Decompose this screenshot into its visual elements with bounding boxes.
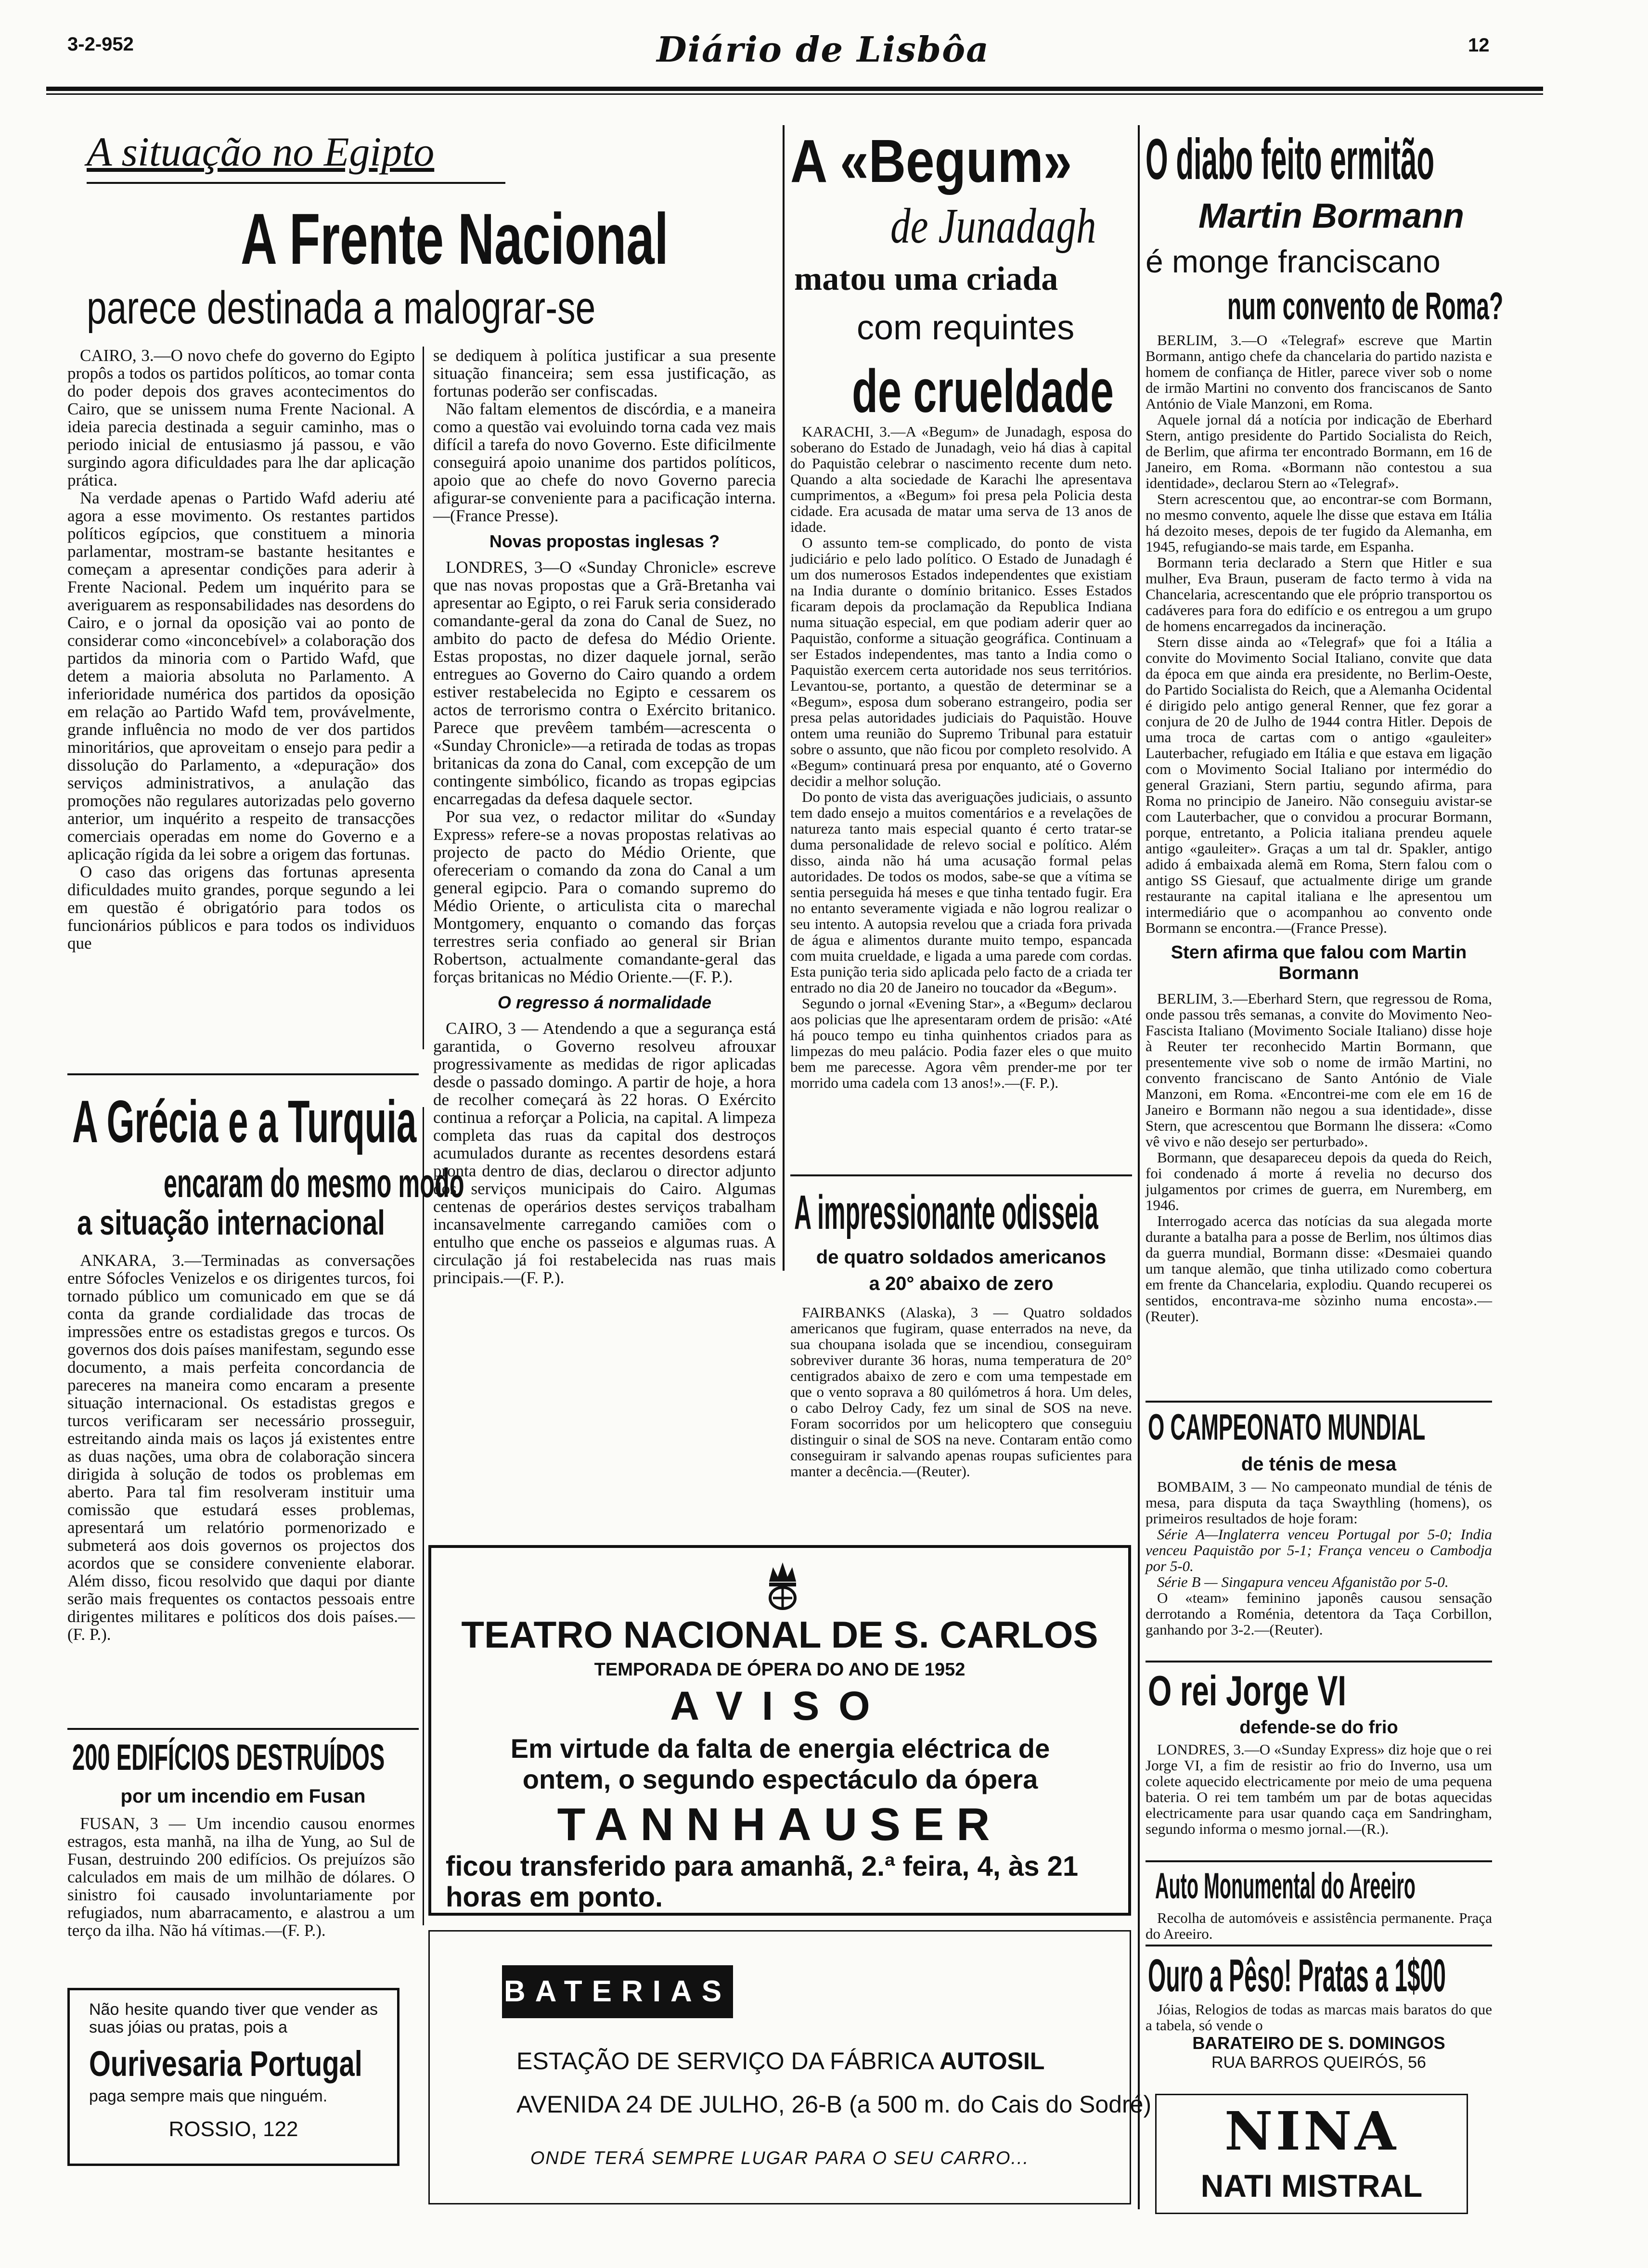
fusan-subhead: por um incendio em Fusan [120,1786,366,1807]
paragraph: KARACHI, 3.—A «Begum» de Junadagh, esposa do soberano do Estado de Junadagh, veio há dias à capital do Paquistão celebrar o nascimento recente dum neto. Quando a alta sociedade de Karachi lhe apresentava cumprimentos, a «Begum» foi presa pela Policia desta cidade. Era acusada de matar uma serva de 13 anos de idade. [790,423,1132,535]
auto-headline: Auto Monumental do Areeiro [1155,1866,1416,1907]
paragraph: CAIRO, 3 — Atendendo a que a segurança está garantida, o Governo resolveu afrouxar progressivamente as medidas de rigor aplicadas desde o passado domingo. A partir de hoje, a hora de recolher começará às 22 horas. O Exército continua a reforçar a Policia, na capital. A limpeza completa das ruas da capital dos destroços acumulados durante as recentes desordens estará pronta dentro de dias, declarou o director adjunto dos serviços municipais do Cairo. Algumas centenas de operários destes serviços trabalham incansavelmente carregando camiões com o entulho que enche os passeios e algumas ruas. A circulação já foi restabelecida nas ruas mais principais.—(F. P.). [433,1019,776,1287]
odisseia-body [790,1304,1132,1479]
jorge-body [1146,1741,1492,1837]
ouro-address: RUA BARROS QUEIRÓS, 56 [1211,2053,1426,2072]
page-number: 12 [1468,35,1490,56]
section-rule [1146,1661,1492,1662]
paragraph: FUSAN, 3 — Um incendio causou enormes estragos, esta manhã, na ilha de Yung, ao Sul de Fusan, destruindo 200 edifícios. Os prejuízos são calculados em mais de um milhão de dólares. O sinistro foi causado involuntariamente por refugiados, num abarracamento, e alastrou a um terço da ilha. Não há vítimas.—(F. P.). [67,1814,415,1940]
paragraph: Na verdade apenas o Partido Wafd aderiu até agora a esse movimento. Os restantes partidos políticos egípcios, que constituem a minoria parlamentar, mostram-se bastante hesitantes e começam a apresentar condições para aderir à Frente Nacional. Pedem um inquérito para se averiguarem as responsabilidades nas desordens do Cairo, e o jornal da oposição vai ao ponto de considerar como «inconcebível» a colaboração dos partidos da minoria com o Partido Wafd, que detem a maioria absoluta no Parlamento. A inferioridade numérica dos partidos da oposição em relação ao Partido Wafd tem, provávelmente, grande influência no modo de ver dos partidos minoritários, que aproveitam o ensejo para pedir a dissolução do Parlamento, a «depuração» dos serviços administrativos, a anulação das promoções não regulares autorizadas pelo governo anterior, um inquérito a respeito de transacções comerciais operadas em nome do Governo e a aplicação rígida da lei sobre a origem das fortunas. [67,489,415,863]
paragraph: Jóias, Relogios de todas as marcas mais baratos do que a tabela, só vende o [1146,2001,1492,2034]
paragraph: Bormann, que desapareceu depois da queda do Reich, foi condenado á morte á revelia no decurso dos julgamentos por crimes de guerra, em Nuremberg, em 1946. [1146,1149,1492,1213]
bormann-sub: Stern afirma que falou com Martin Bormann [1171,942,1467,983]
paragraph: Interrogado acerca das notícias da sua alegada morte durante a batalha para a posse de Berlim, nos últimos dias da guerra mundial, Bormann disse: «Desmaiei quando um tanque alemão, que tinha utilizado como cobertura em frente da Chancelaria, explodiu. Quando recuperei os sentidos, encontrava-me sòzinho numa encosta».—(Reuter). [1146,1212,1492,1325]
nina-logo: NINA [1224,2100,1399,2162]
jorge-headline: O rei Jorge VI [1148,1667,1346,1714]
section-rule [1146,1860,1492,1862]
ouro-name: BARATEIRO DE S. DOMINGOS [1192,2033,1445,2053]
paragraph: Bormann teria declarado a Stern que Hitler e sua mulher, Eva Braun, puseram de facto termo à vida na Chancelaria, acrescentando que ele próprio transportou os cadáveres para fora do edifício e os entregou a um grupo de homens encarregados da incineração. [1146,554,1492,634]
section-rule [1146,1401,1492,1403]
bormann-subhead-2: é monge franciscano [1146,244,1441,279]
begum-subhead-3: com requintes [857,309,1075,347]
autosil-brand: AUTOSIL [939,2048,1045,2075]
section-rule [1146,1945,1492,1946]
ad-autosil [428,1930,1152,2204]
teatro-title: TEATRO NACIONAL DE S. CARLOS [461,1613,1098,1656]
auto-body [1146,1910,1492,1942]
greece-body [67,1251,415,1643]
ouro-body [1146,2001,1492,2072]
teatro-text: Em virtude da falta de energia eléctrica de ontem, o segundo espectáculo da ópera [510,1733,1050,1794]
autosil-slogan: ONDE TERÁ SEMPRE LUGAR PARA O SEU CARRO... [530,2148,1030,2168]
section-rule [67,1728,419,1730]
teatro-opera: TANNHAUSER [557,1799,1003,1850]
begum-subhead: de Junadagh [890,198,1096,254]
paragraph: Stern acrescentou que, ao encontrar-se com Bormann, no mesmo convento, aquele lhe disse que estava em Itália há dezoito meses, depois de ter fugido da Alemanha, em 1945, refugiando-se mais tarde, em Espanha. [1146,490,1492,555]
section-rule [790,1174,1132,1176]
egypt-headline: A Frente Nacional [241,198,669,279]
paragraph: CAIRO, 3.—O novo chefe do governo do Egipto propôs a todos os partidos políticos, ao tomar conta do poder depois dos graves acontecimentos do Cairo, que se unissem numa Frente Nacional. A ideia parecia destinada a seguir caminho, mas o periodo inicial de entusiasmo já passou, e vão surgindo agora dificuldades para lhe dar aplicação prática. [67,346,415,490]
bormann-subhead: Martin Bormann [1198,197,1465,235]
odisseia-subhead-2: a 20° abaixo de zero [869,1273,1054,1294]
odisseia-subhead: de quatro soldados americanos [816,1247,1107,1268]
ad-text: paga sempre mais que ninguém. [89,2087,328,2105]
column-rule [423,347,424,1049]
section-rule [67,1073,419,1075]
campeonato-headline: O CAMPEONATO MUNDIAL [1148,1407,1426,1448]
fusan-headline: 200 EDIFÍCIOS DESTRUÍDOS [72,1737,385,1778]
egypt-subhead: parece destinada a malograr-se [87,282,596,334]
teatro-aviso: AVISO [670,1683,889,1728]
campeonato-subhead: de ténis de mesa [1241,1454,1397,1475]
begum-subhead-4: de crueldade [852,357,1114,425]
crown-emblem-icon [763,1558,802,1611]
paragraph: O caso das origens das fortunas apresenta dificuldades muito grandes, porque segundo a lei em questão é obrigatório para todos os funcionários públicos e para todos os individuos que [67,863,415,953]
autosil-station [516,2047,1044,2075]
paragraph: BOMBAIM, 3 — No campeonato mundial de ténis de mesa, para disputa da taça Swaythling (homens), os primeiros resultados de hoje foram: [1146,1478,1492,1527]
masthead-rule [46,87,1543,91]
teatro-text-2: ficou transferido para amanhã, 2.ª feira, 4, às 21 horas em ponto. [446,1851,1079,1913]
greece-headline: A Grécia e a Turquia [72,1089,417,1155]
greece-subhead: encaram do mesmo modo [164,1160,464,1206]
masthead-rule-thin [46,93,1543,95]
masthead-title: Diário de Lisbôa [657,29,990,70]
paragraph: Aquele jornal dá a notícia por indicação de Eberhard Stern, antigo presidente do Partido Socialista do Reich, de Berlim, que afirma ter encontrado Bormann, em 16 de Janeiro, em Roma. «Bormann não contestou a sua identidade», declarou Stern ao «Telegraf». [1146,411,1492,491]
paragraph: Recolha de automóveis e assistência permanente. Praça do Areeiro. [1146,1909,1492,1942]
egypt-sub-normalidade: O regresso á normalidade [497,992,712,1012]
paragraph: BERLIM, 3.—Eberhard Stern, que regressou de Roma, onde passou três semanas, a convite do Movimento Neo-Fascista Italiano (Movimento Sociale Italiano) disse hoje à Reuter ter reconhecido Martin Bormann, que presentemente vive sob o nome de irmão Martini, no convento franciscano de Santo António de Viale Manzoni, em Roma. «Encontrei-me com ele em 16 de Janeiro e Bormann não negou a sua identidade», disse Stern, que acrescentou que Bormann lhe dissera: «Como vê vivo e não desejo ser perturbado». [1146,990,1492,1150]
ad-ourivesaria-name: Ourivesaria Portugal [89,2044,362,2084]
column-rule [783,125,785,1271]
paragraph: Segundo o jornal «Evening Star», a «Begum» declarou aos policias que lhe apresentaram ordem de prisão: «Até há pouco tempo eu tinha quinhentos criados para as limpezas do meu palácio. Podia fazer eles o que muito bem me parecesse. Agora vêm prender-me por ter morrido uma cadela com 13 anos!».—(F. P.). [790,995,1132,1091]
jorge-subhead: defende-se do frio [1239,1717,1398,1738]
begum-subhead-2: matou uma criada [794,260,1058,297]
nina-name: NATI MISTRAL [1200,2168,1423,2204]
column-rule [1138,125,1140,2209]
paragraph: se dediquem à política justificar a sua presente situação financeira; sem essa justificação, as fortunas poderão ser confiscadas. [433,346,776,400]
paragraph: FAIRBANKS (Alaska), 3 — Quatro soldados americanos que fugiram, quase enterrados na neve, da sua choupana isolada que se incendiou, conseguiram sobreviver durante 36 horas, numa temperatura de 20° centigrados abaixo de zero e com uma tempestade em que o vento soprava a 80 quilómetros á hora. Um deles, o cabo Delroy Cady, fez um sinal de SOS na neve. Foram socorridos por um helicoptero que conseguiu distinguir o sinal de SOS na neve. Contaram então como conseguiram ir salvando apenas roupas suficientes para manter a decência.—(Reuter). [790,1304,1132,1480]
teatro-season: TEMPORADA DE ÓPERA DO ANO DE 1952 [594,1660,966,1680]
egypt-kicker: A situação no Egipto [87,129,435,175]
ad-ourivesaria [67,1988,399,2166]
paragraph: Série B — Singapura venceu Afganistão por 5-0. [1157,1573,1449,1590]
begum-headline: A «Begum» [790,127,1072,195]
paragraph: Stern disse ainda ao «Telegraf» que foi a Itália a convite do Movimento Social Italiano, convite que data da época em que ainda era presidente, no Berlim-Oeste, do Partido Socialista do Reich, que a Alemanha Ocidental é dirigido pelo antigo general Renner, que fez gorar a conjura de 20 de Julho de 1944 contra Hitler. Depois de uma troca de cartas com o antigo «gauleiter» Lauterbacher, refugiado em Itália e que estava em ligação com o Movimento Social Italiano por intermédio do general Graziani, Stern partiu, segundo afirma, para Roma no principio de Janeiro. Não conseguiu avistar-se com Lauterbacher, que o convidou a procurar Bormann, porque, entretanto, a Policia italiana prendeu aquele antigo «gauleiter». Graças a um tal dr. Spakler, antigo adido á embaixada alemã em Roma, Stern falou com o antigo SS Giesauf, que actualmente dirige um grande restaurante na capital italiana e lhe apresentou um intermediário que o acompanhou ao convento onde Bormann se encontra.—(France Presse). [1146,633,1492,936]
column-rule [423,1107,424,1925]
autosil-banner: BATERIAS [502,1965,733,2018]
paragraph: Do ponto de vista das averiguações judiciais, o assunto tem dado ensejo a muitos comentários e a revelações de natureza tanto mais especial quanto é certo tratar-se duma personalidade de relevo social e político. Além disso, ainda não há uma acusação formal pelas autoridades. De todos os modos, sabe-se que a vítima se sentia perseguida há meses e que tinha tentado fugir. Era no entanto severamente vigiada e não logrou realizar o seu intento. A autopsia revelou que a criada fora privada de água e alimentos durante muito tempo, espancada com muita crueldade, e ligada a uma parede com cordas. Esta punição teria sido aplicada pelo facto de a criada ter entrado no dia 20 de Janeiro no toucador da «Begum». [790,788,1132,996]
paragraph: Por sua vez, o redactor militar do «Sunday Express» refere-se a novas propostas relativas ao projecto de pacto do Médio Oriente, que ofereceriam o comando da zona do Canal a um general egipcio. Para o comando supremo do Médio Oriente, o articulista cita o marechal Montgomery, enquanto o comando das forças terrestres seria confiado ao general sir Brian Robertson, actualmente comandante-geral das forças britanicas no Médio Oriente.—(F. P.). [433,807,776,986]
paragraph: BERLIM, 3.—O «Telegraf» escreve que Martin Bormann, antigo chefe da chancelaria do partido nazista e homem de confiança de Hitler, parece viver sob o nome de irmão Martini no convento dos franciscanos de Santo António de Viale Manzoni, em Roma. [1146,332,1492,412]
page-date: 3-2-952 [67,34,134,55]
bormann-body [1146,332,1492,1324]
egypt-col1 [67,347,415,952]
bormann-subhead-3: num convento de Roma? [1227,284,1504,327]
autosil-address: AVENIDA 24 DE JULHO, 26-B (a 500 m. do Cais do Sodré) [516,2091,1152,2118]
autosil-station-text: ESTAÇÃO DE SERVIÇO DA FÁBRICA [516,2048,940,2075]
campeonato-body [1146,1479,1492,1637]
begum-body [790,424,1132,1091]
paragraph: LONDRES, 3.—O «Sunday Express» diz hoje que o rei Jorge VI, a fim de resistir ao frio do Inverno, usa um colete aquecido electricamente por meio de uma pequena bateria. O rei tem também um par de botas aquecidas electricamente para usar quando caça em Sandringham, segundo informa o mesmo jornal.—(R.). [1146,1741,1492,1837]
ad-address: ROSSIO, 122 [168,2117,298,2141]
egypt-sub-propostas: Novas propostas inglesas ? [489,531,720,551]
ad-nina [1155,2094,1468,2214]
paragraph: LONDRES, 3—O «Sunday Chronicle» escreve que nas novas propostas que a Grã-Bretanha vai apresentar ao Egipto, o rei Faruk seria considerado comandante-geral da zona do Canal de Suez, no ambito do pacto de defesa do Médio Oriente. Estas propostas, no dizer daquele jornal, serão entregues ao Governo do Cairo quando a ordem estiver restabelecida no Egipto e cessarem os actos de terrorismo contra o Exército britanico. Parece que prevêem também—acrescenta o «Sunday Chronicle»—a retirada de todas as tropas britanicas da zona do Canal, com excepção de um contingente simbólico, ficando as tropas egipcias encarregadas da defesa daquele sector. [433,558,776,808]
greece-subhead-2: a situação internacional [77,1204,385,1242]
fusan-body [67,1815,415,1939]
paragraph: O «team» feminino japonês causou sensação derrotando a Roménia, detentora da Taça Corbillon, ganhando por 3-2.—(Reuter). [1146,1589,1492,1638]
paragraph: ANKARA, 3.—Terminadas as conversações entre Sófocles Venizelos e os dirigentes turcos, foi tornado público um comunicado em que se dá conta da grande cordialidade das trocas de impressões entre os estadistas gregos e turcos. Os governos dos dois países manifestam, segundo esse documento, a mais perfeita concordancia de pareceres na maneira como encaram a presente situação internacional. Os estadistas gregos e turcos verificaram ser necessário prosseguir, estreitando ainda mais os laços já existentes entre as duas nações, uma obra de colaboração sincera dirigida à solução de todos os problemas em aberto. Para tal fim resolveram instituir uma comissão que estudará esses problemas, apresentará um relatório pormenorizado e submeterá aos dois governos os projectos dos acordos que se considere conveniente elaborar. Além disso, ficou resolvido que daqui por diante serão mais frequentes os contactos pessoais entre dirigentes militares e políticos dos dois países.—(F. P.). [67,1251,415,1644]
bormann-headline: O diabo feito ermitão [1146,127,1435,192]
odisseia-headline: A impressionante odisseia [794,1186,1098,1239]
egypt-col2 [433,347,776,1287]
ouro-headline: Ouro a Pêso! Pratas a 1$00 [1148,1950,1446,2001]
paragraph: Série A—Inglaterra venceu Portugal por 5-0; India venceu Paquistão por 5-1; França venceu o Cambodja por 5-0. [1146,1526,1492,1574]
paragraph: O assunto tem-se complicado, do ponto de vista judiciário e pelo lado político. O Estado de Junadagh é um dos numerosos Estados independentes que existiam na India durante o domínio britanico. Esses Estados ficaram depois da proclamação da Republica Indiana numa situação especial, em que podiam aderir quer ao Paquistão, conforme a situação geográfica. Continuam a ser Estados independentes, mas tanto a India como o Paquistão exercem certa autoridade nos seus territórios. Levantou-se, portanto, a questão de determinar se a «Begum», esposa dum soberano estrangeiro, podia ser presa pelas autoridades judiciais do Paquistão. Houve ontem uma reunião do Supremo Tribunal para estatuir sobre o assunto, que não ficou por completo resolvido. A «Begum» continuará presa por enquanto, até o Governo decidir a melhor solução. [790,534,1132,789]
paragraph: Não faltam elementos de discórdia, e a maneira como a questão vai evoluindo torna cada vez mais difícil a tarefa do novo Governo. Este dificilmente conseguirá apoio unanime dos partidos políticos, apoio que ao chefe do novo Governo parecia afigurar-se conveniente para a pacificação interna.—(France Presse). [433,399,776,525]
ad-text: Não hesite quando tiver que vender as suas jóias ou pratas, pois a [89,2000,378,2036]
ad-teatro [428,1545,1131,1916]
kicker-rule [87,182,505,184]
